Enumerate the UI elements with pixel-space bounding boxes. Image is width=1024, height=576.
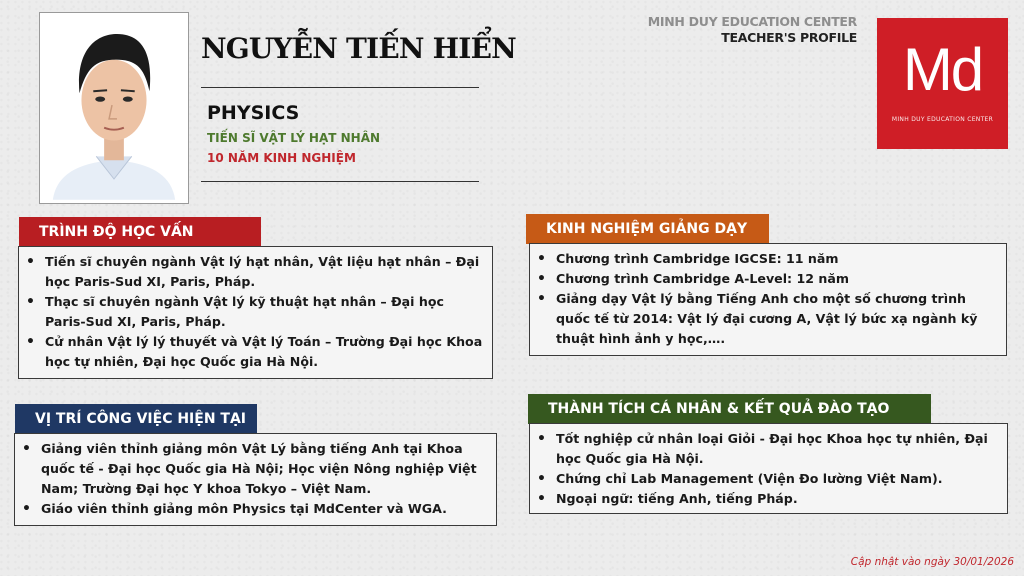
teaching-item: • Chương trình Cambridge IGCSE: 11 năm <box>556 249 998 269</box>
achievements-section-title: THÀNH TÍCH CÁ NHÂN & KẾT QUẢ ĐÀO TẠO <box>528 394 931 424</box>
divider-bottom <box>201 181 479 182</box>
education-box <box>18 246 493 379</box>
experience-label: 10 NĂM KINH NGHIỆM <box>207 151 356 165</box>
achievements-box <box>529 423 1008 514</box>
subject-label: PHYSICS <box>207 102 300 124</box>
profile-label: TEACHER'S PROFILE <box>721 30 857 45</box>
center-name: MINH DUY EDUCATION CENTER <box>647 14 857 29</box>
current-job-box <box>14 433 497 526</box>
current-job-item: • Giáo viên thỉnh giảng môn Physics tại MdCenter và WGA. <box>41 499 488 519</box>
education-item: • Cử nhân Vật lý lý thuyết và Vật lý Toán – Trường Đại học Khoa học tự nhiên, Đại học Quốc gia Hà Nội. <box>45 332 484 372</box>
logo-mark: Md <box>902 36 983 103</box>
education-item: • Thạc sĩ chuyên ngành Vật lý kỹ thuật hạt nhân – Đại học Paris-Sud XI, Paris, Pháp. <box>45 292 484 332</box>
divider-top <box>201 87 479 88</box>
education-item: • Tiến sĩ chuyên ngành Vật lý hạt nhân, Vật liệu hạt nhân – Đại học Paris-Sud XI, Paris, Pháp. <box>45 252 484 292</box>
degree-label: TIẾN SĨ VẬT LÝ HẠT NHÂN <box>207 131 381 145</box>
logo-text: MINH DUY EDUCATION CENTER <box>891 116 994 123</box>
teaching-item: • Giảng dạy Vật lý bằng Tiếng Anh cho một số chương trình quốc tế từ 2014: Vật lý đại cương A, Vật lý bức xạ ngành kỹ thuật hình ảnh y học,…. <box>556 289 998 349</box>
achievement-item: • Chứng chỉ Lab Management (Viện Đo lường Việt Nam). <box>556 469 999 489</box>
teacher-photo <box>39 12 189 204</box>
achievement-item: • Ngoại ngữ: tiếng Anh, tiếng Pháp. <box>556 489 999 509</box>
md-logo <box>877 18 1008 149</box>
current-job-section-title: VỊ TRÍ CÔNG VIỆC HIỆN TẠI <box>15 404 257 434</box>
teaching-item: • Chương trình Cambridge A-Level: 12 năm <box>556 269 998 289</box>
teaching-box <box>529 243 1007 356</box>
update-date: Cập nhật vào ngày 30/01/2026 <box>850 556 1014 568</box>
current-job-item: • Giảng viên thỉnh giảng môn Vật Lý bằng tiếng Anh tại Khoa quốc tế - Đại học Quốc gia Hà Nội; Học viện Nông nghiệp Việt Nam; Trường Đại học Y khoa Tokyo – Việt Nam. <box>41 439 488 499</box>
teacher-name: NGUYỄN TIẾN HIỂN <box>201 32 516 65</box>
teaching-section-title: KINH NGHIỆM GIẢNG DẠY <box>526 214 769 244</box>
achievement-item: • Tốt nghiệp cử nhân loại Giỏi - Đại học Khoa học tự nhiên, Đại học Quốc gia Hà Nội. <box>556 429 999 469</box>
portrait-image <box>43 16 185 200</box>
education-section-title: TRÌNH ĐỘ HỌC VẤN <box>19 217 261 247</box>
